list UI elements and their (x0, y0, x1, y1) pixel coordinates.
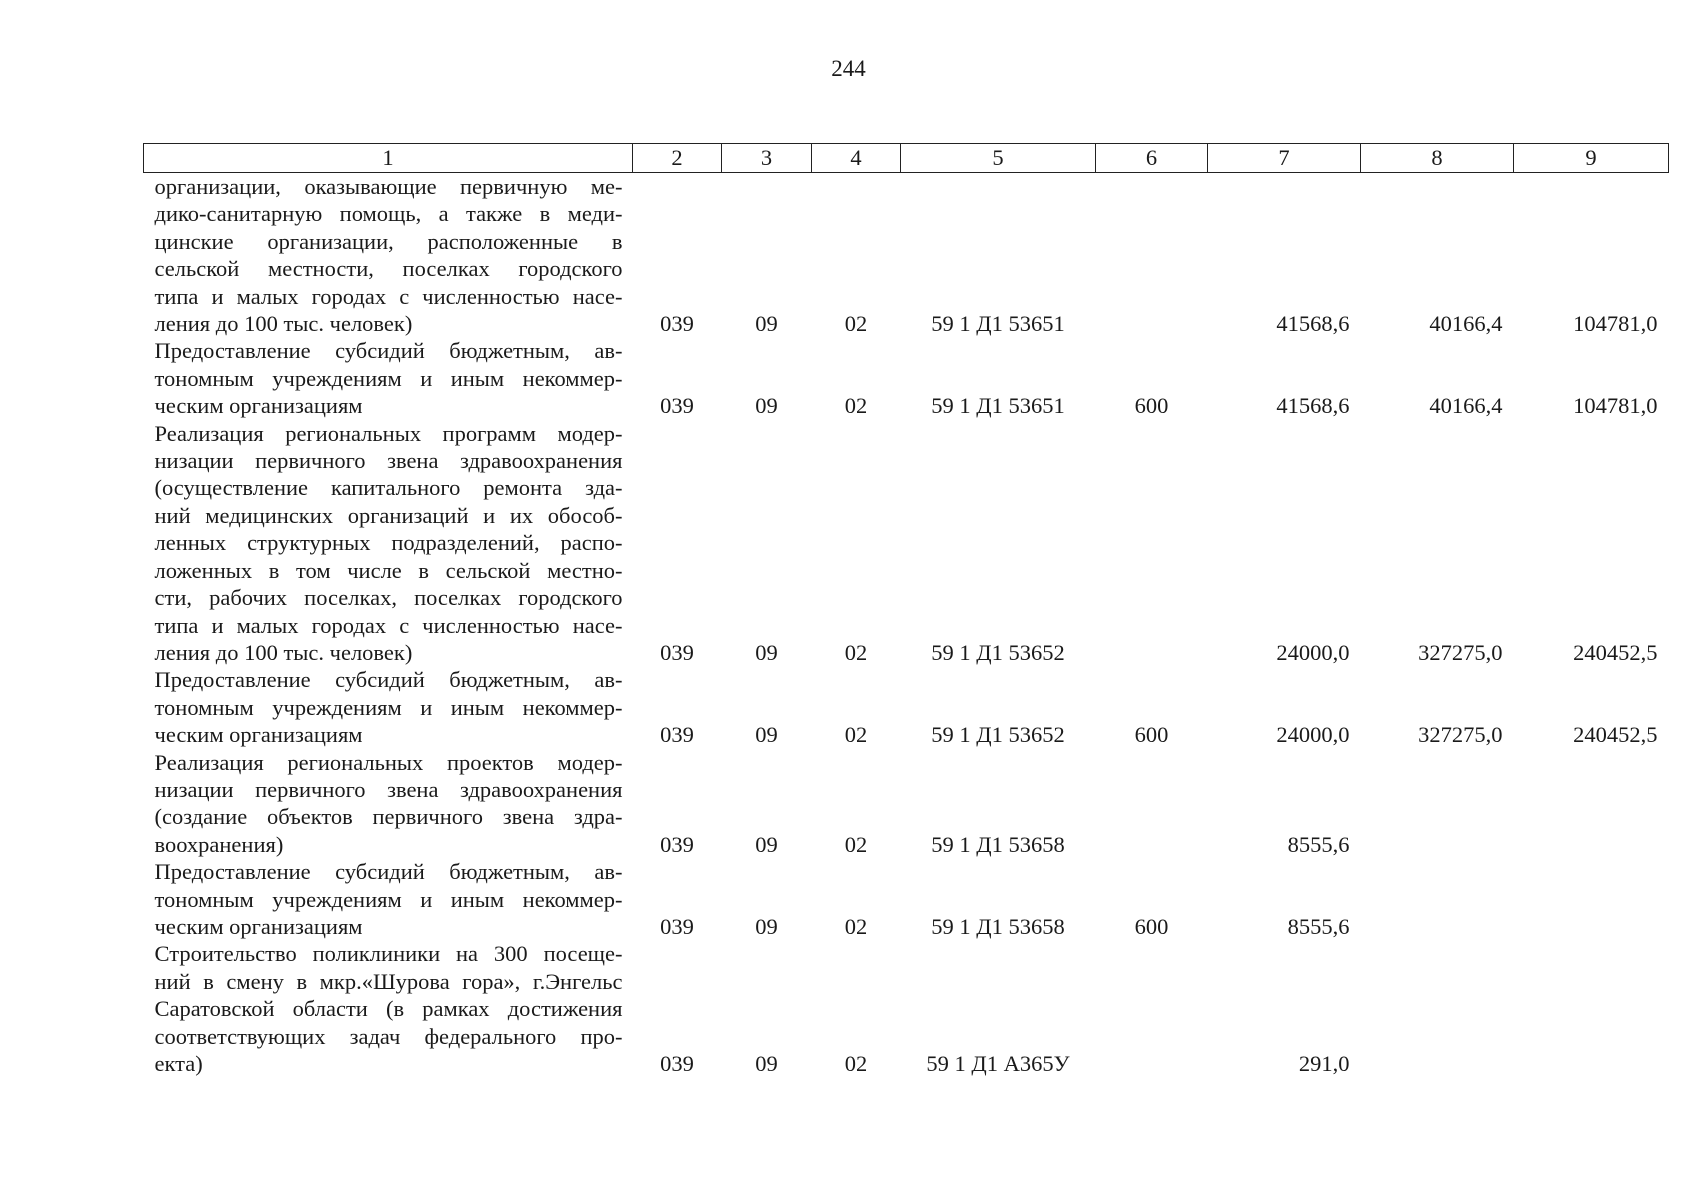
section-code-cell: 09 (755, 311, 778, 337)
amount-cell-9: 240452,5 (1573, 639, 1658, 665)
ministry-code-cell: 039 (660, 393, 694, 419)
target-article-cell: 59 1 Д1 53652 (931, 639, 1065, 665)
row-name-line: соответствующих задач федерального про- (154, 1023, 623, 1049)
row-name-line: (создание объектов первичного звена здра- (154, 804, 623, 830)
table-row (144, 337, 1669, 419)
row-name-line: тономным учреждениям и иным некоммер- (154, 886, 623, 912)
column-header: 3 (722, 144, 812, 173)
row-name-line: Реализация региональных программ модер- (154, 420, 623, 446)
row-name-line: ленных структурных подразделений, распо- (154, 530, 623, 556)
subsection-code-cell: 02 (844, 831, 868, 857)
expense-type-cell (1096, 173, 1208, 338)
ministry-code-cell: 039 (660, 1051, 694, 1076)
row-name-line: Реализация региональных проектов модер- (154, 749, 623, 775)
row-name-line: ления до 100 тыс. человек) (154, 311, 413, 337)
amount-cell-7: 24000,0 (1276, 722, 1350, 748)
ministry-code-cell: 039 (660, 639, 694, 665)
expense-type-cell: 600 (1134, 913, 1169, 939)
amount-cell-7: 41568,6 (1276, 393, 1350, 419)
row-name-cell (144, 940, 633, 1077)
row-name-line: сельской местности, поселках городского (154, 256, 623, 282)
row-name-cell (144, 749, 633, 859)
table-row (144, 858, 1669, 940)
row-name-line: Предоставление субсидий бюджетным, ав- (154, 667, 623, 693)
row-name-line: воохранения) (154, 831, 284, 857)
row-name-cell (144, 173, 633, 338)
section-code-cell: 09 (755, 639, 778, 665)
ministry-code-cell: 039 (660, 311, 694, 337)
expense-type-cell (1096, 940, 1208, 1077)
section-code-cell: 09 (755, 913, 778, 939)
amount-cell-9 (1514, 940, 1669, 1077)
section-code-cell: 09 (755, 831, 778, 857)
subsection-code-cell: 02 (844, 311, 868, 337)
target-article-cell: 59 1 Д1 А365У (926, 1051, 1070, 1076)
amount-cell-8 (1361, 940, 1514, 1077)
subsection-code-cell: 02 (844, 393, 868, 419)
amount-cell-8 (1361, 749, 1514, 859)
column-header: 1 (144, 144, 633, 173)
column-header: 8 (1361, 144, 1514, 173)
section-code-cell: 09 (755, 393, 778, 419)
row-name-line: ложенных в том числе в сельской местно- (154, 557, 623, 583)
expense-type-cell (1096, 749, 1208, 859)
column-header: 5 (901, 144, 1096, 173)
expense-type-cell (1096, 420, 1208, 667)
column-header: 7 (1208, 144, 1361, 173)
row-name-line: Строительство поликлиники на 300 посеще- (154, 941, 623, 967)
row-name-line: ческим организациям (154, 913, 363, 939)
row-name-cell (144, 420, 633, 667)
amount-cell-7: 8555,6 (1287, 831, 1350, 857)
row-name-line: Предоставление субсидий бюджетным, ав- (154, 338, 623, 364)
row-name-line: ления до 100 тыс. человек) (154, 639, 413, 665)
row-name-line: организации, оказывающие первичную ме- (154, 174, 623, 199)
section-code-cell: 09 (755, 722, 778, 748)
amount-cell-8: 327275,0 (1418, 639, 1503, 665)
row-name-line: Саратовской области (в рамках достижения (154, 996, 623, 1022)
row-name-line: дико-санитарную помощь, а также в меди- (154, 201, 623, 227)
row-name-cell (144, 337, 633, 419)
budget-table (143, 143, 1669, 1077)
target-article-cell: 59 1 Д1 53652 (931, 722, 1065, 748)
ministry-code-cell: 039 (660, 913, 694, 939)
amount-cell-9 (1514, 858, 1669, 940)
amount-cell-8: 40166,4 (1429, 393, 1503, 419)
row-name-line: сти, рабочих поселках, поселках городского (154, 585, 623, 611)
expense-type-cell: 600 (1134, 722, 1169, 748)
row-name-line: ний медицинских организаций и их обособ- (154, 502, 623, 528)
amount-cell-7: 291,0 (1298, 1051, 1350, 1076)
row-name-line: цинские организации, расположенные в (154, 228, 623, 254)
row-name-line: ческим организациям (154, 393, 363, 419)
row-name-line: тономным учреждениям и иным некоммер- (154, 694, 623, 720)
amount-cell-9 (1514, 749, 1669, 859)
amount-cell-8: 40166,4 (1429, 311, 1503, 337)
table-row (144, 173, 1669, 338)
row-name-line: типа и малых городах с численностью насе- (154, 612, 623, 638)
subsection-code-cell: 02 (844, 913, 868, 939)
amount-cell-9: 104781,0 (1573, 393, 1658, 419)
row-name-line: низации первичного звена здравоохранения (154, 448, 623, 474)
ministry-code-cell: 039 (660, 722, 694, 748)
table-body (144, 173, 1669, 1078)
table-row (144, 940, 1669, 1077)
row-name-line: типа и малых городах с численностью насе- (154, 283, 623, 309)
amount-cell-7: 8555,6 (1287, 913, 1350, 939)
amount-cell-7: 24000,0 (1276, 639, 1350, 665)
row-name-cell (144, 666, 633, 748)
amount-cell-7: 41568,6 (1276, 311, 1350, 337)
subsection-code-cell: 02 (844, 639, 868, 665)
target-article-cell: 59 1 Д1 53658 (931, 831, 1065, 857)
table-row (144, 420, 1669, 667)
row-name-line: ческим организациям (154, 722, 363, 748)
row-name-line: (осуществление капитального ремонта зда- (154, 475, 623, 501)
column-header: 2 (633, 144, 722, 173)
table-row (144, 749, 1669, 859)
page-number: 244 (831, 56, 866, 81)
amount-cell-8: 327275,0 (1418, 722, 1503, 748)
amount-cell-9: 240452,5 (1573, 722, 1658, 748)
column-header: 4 (812, 144, 901, 173)
amount-cell-9: 104781,0 (1573, 311, 1658, 337)
expense-type-cell: 600 (1134, 393, 1169, 419)
table-row (144, 666, 1669, 748)
row-name-line: Предоставление субсидий бюджетным, ав- (154, 859, 623, 885)
target-article-cell: 59 1 Д1 53658 (931, 913, 1065, 939)
amount-cell-8 (1361, 858, 1514, 940)
row-name-line: ний в смену в мкр.«Шурова гора», г.Энгельс (154, 968, 623, 994)
row-name-line: екта) (154, 1051, 203, 1076)
column-number-header-row (144, 144, 1669, 173)
section-code-cell: 09 (755, 1051, 778, 1076)
row-name-line: тономным учреждениям и иным некоммер- (154, 365, 623, 391)
subsection-code-cell: 02 (844, 722, 868, 748)
target-article-cell: 59 1 Д1 53651 (931, 311, 1065, 337)
subsection-code-cell: 02 (844, 1051, 868, 1076)
column-header: 6 (1096, 144, 1208, 173)
ministry-code-cell: 039 (660, 831, 694, 857)
target-article-cell: 59 1 Д1 53651 (931, 393, 1065, 419)
row-name-line: низации первичного звена здравоохранения (154, 776, 623, 802)
row-name-cell (144, 858, 633, 940)
column-header: 9 (1514, 144, 1669, 173)
